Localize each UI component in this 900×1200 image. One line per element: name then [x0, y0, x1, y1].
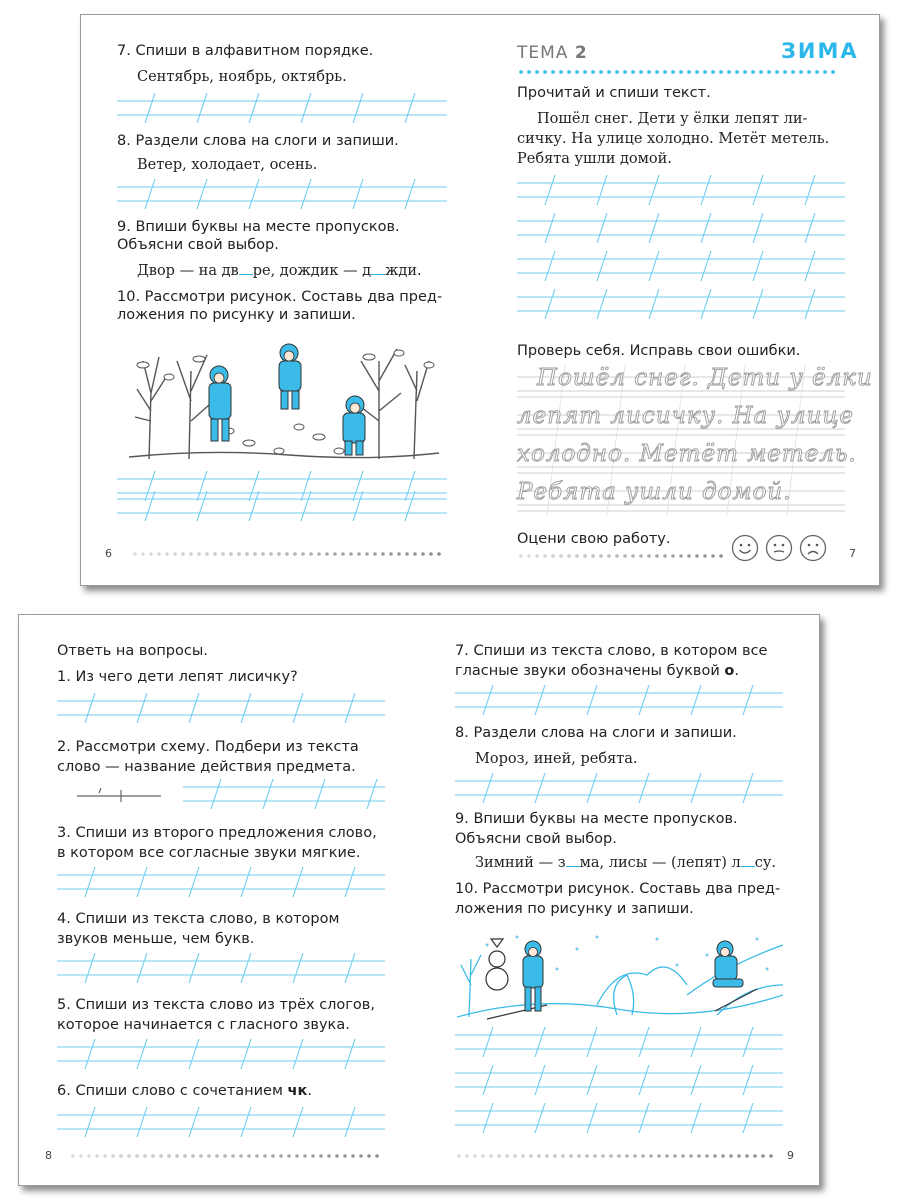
word-scheme	[77, 787, 161, 806]
writing-lines	[117, 491, 447, 523]
rate-task: Оцени свою работу.	[517, 531, 671, 547]
page-dots	[455, 1154, 775, 1158]
winter-children-illustration	[457, 925, 783, 1025]
cursive-line-3: холодно. Метёт метель.	[517, 441, 857, 467]
writing-lines	[57, 1107, 385, 1139]
task-8-words: Мороз, иней, ребята.	[475, 751, 638, 767]
task-9-line1: 9. Впиши буквы на месте пропусков.	[455, 811, 738, 827]
question-6-end: .	[307, 1083, 312, 1099]
question-6	[57, 1081, 312, 1101]
writing-lines	[517, 289, 845, 321]
writing-lines	[183, 779, 385, 811]
writing-lines	[117, 179, 447, 211]
page-number: 6	[105, 547, 112, 560]
header-dots	[517, 70, 843, 74]
question-3-line2: в котором все согласные звуки мягкие.	[57, 845, 361, 861]
writing-lines	[57, 867, 385, 899]
writing-lines	[455, 773, 783, 805]
example-part: ре, дождик — д	[252, 263, 372, 279]
smile-face-icon[interactable]	[731, 534, 759, 566]
question-4-line1: 4. Спиши из текста слово, в котором	[57, 911, 340, 927]
writing-lines	[57, 693, 385, 725]
text-line-2: сичку. На улице холодно. Метёт метель.	[517, 131, 830, 147]
cursive-line-4: Ребята ушли домой.	[517, 479, 792, 505]
letter-blank[interactable]	[239, 262, 253, 275]
text-line-3: Ребята ушли домой.	[517, 151, 672, 167]
task-10-line1: 10. Рассмотри рисунок. Составь два пред-	[117, 289, 443, 305]
writing-lines	[455, 1103, 783, 1135]
writing-lines	[455, 1027, 783, 1059]
task-9-line2: Объясни свой выбор.	[455, 831, 617, 847]
letter-blank[interactable]	[566, 854, 580, 867]
task-9-line1: 9. Впиши буквы на месте пропусков.	[117, 219, 400, 235]
example-part: су.	[754, 855, 777, 871]
question-2-line1: 2. Рассмотри схему. Подбери из текста	[57, 739, 359, 755]
task-7-title: 7. Спиши в алфавитном порядке.	[117, 43, 374, 59]
sad-face-icon[interactable]	[799, 534, 827, 566]
task-7-text: гласные звуки обозначены буквой	[455, 663, 725, 679]
task-8: 8. Раздели слова на слоги и запиши.	[455, 725, 737, 741]
writing-lines	[57, 953, 385, 985]
text-line-1: Пошёл снег. Дети у ёлки лепят ли-	[537, 111, 808, 127]
question-4-line2: звуков меньше, чем букв.	[57, 931, 255, 947]
cursive-line-2: лепят лисичку. На улице	[517, 403, 855, 429]
question-1: 1. Из чего дети лепят лисичку?	[57, 669, 298, 685]
page-number: 8	[45, 1149, 52, 1162]
cursive-line-1: Пошёл снег. Дети у ёлки	[537, 365, 873, 391]
topic-number: 2	[574, 43, 588, 63]
task-9-example	[137, 261, 422, 281]
question-2-line2: слово — название действия предмета.	[57, 759, 356, 775]
letter-blank[interactable]	[741, 854, 755, 867]
task-7-bold: о	[724, 663, 735, 679]
page-dots	[69, 1154, 385, 1158]
letter-blank[interactable]	[371, 262, 385, 275]
page-number: 9	[787, 1149, 794, 1162]
example-part: ма, лисы — (лепят) л	[579, 855, 741, 871]
top-spread	[80, 14, 880, 586]
task-8-words: Ветер, холодает, осень.	[137, 157, 318, 173]
task-7-end: .	[734, 663, 739, 679]
topic-text: ТЕМА	[517, 43, 575, 63]
writing-lines	[517, 251, 845, 283]
neutral-face-icon[interactable]	[765, 534, 793, 566]
example-part: Двор — на дв	[137, 263, 239, 279]
question-3-line1: 3. Спиши из второго предложения слово,	[57, 825, 377, 841]
task-7-line2	[455, 661, 739, 681]
example-part: жди.	[385, 263, 422, 279]
writing-lines	[57, 1039, 385, 1071]
question-6-text: 6. Спиши слово с сочетанием	[57, 1083, 288, 1099]
task-10-line2: ложения по рисунку и запиши.	[117, 307, 356, 323]
task-7-line1: 7. Спиши из текста слово, в котором все	[455, 643, 768, 659]
task-10-line2: ложения по рисунку и запиши.	[455, 901, 694, 917]
task-8-title: 8. Раздели слова на слоги и запиши.	[117, 133, 399, 149]
writing-lines	[517, 213, 845, 245]
autumn-children-illustration	[129, 331, 439, 463]
question-6-bold: чк	[287, 1083, 308, 1099]
read-task: Прочитай и спиши текст.	[517, 85, 711, 101]
season-title: ЗИМА	[781, 39, 859, 63]
writing-lines	[455, 685, 783, 717]
example-part: Зимний — з	[475, 855, 566, 871]
page-dots	[131, 552, 443, 556]
check-task: Проверь себя. Исправь свои ошибки.	[517, 343, 801, 359]
task-9-example	[475, 853, 776, 873]
question-5-line2: которое начинается с гласного звука.	[57, 1017, 350, 1033]
page-dots	[517, 554, 729, 558]
task-9-line2: Объясни свой выбор.	[117, 237, 279, 253]
task-10-line1: 10. Рассмотри рисунок. Составь два пред-	[455, 881, 781, 897]
question-5-line1: 5. Спиши из текста слово из трёх слогов,	[57, 997, 375, 1013]
task-7-words: Сентябрь, ноябрь, октябрь.	[137, 69, 347, 85]
writing-lines	[117, 93, 447, 125]
answer-heading: Ответь на вопросы.	[57, 643, 208, 659]
writing-lines	[455, 1065, 783, 1097]
topic-label	[517, 43, 588, 63]
writing-lines	[517, 175, 845, 207]
bottom-spread	[18, 614, 820, 1186]
page-number: 7	[849, 547, 856, 560]
